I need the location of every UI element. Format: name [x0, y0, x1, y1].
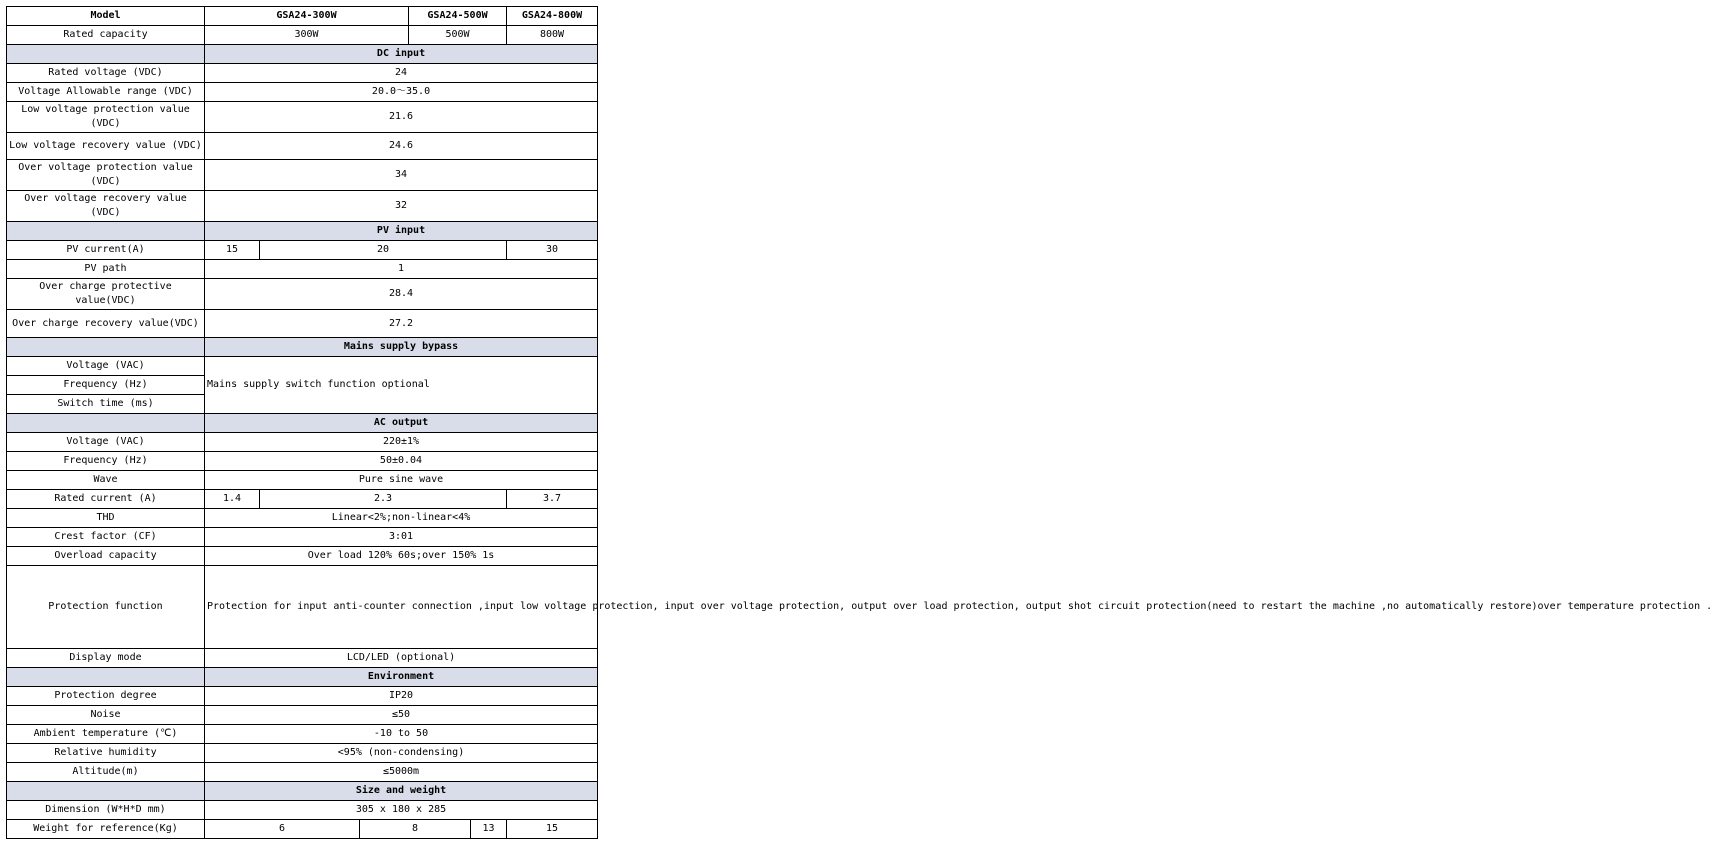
- spec-label: Low voltage recovery value (VDC): [7, 133, 205, 160]
- section-title: PV input: [205, 222, 598, 241]
- spec-table: [6, 6, 1712, 839]
- spec-label: Protection function: [7, 566, 205, 649]
- spec-label: Wave: [7, 471, 205, 490]
- spec-value: 15: [205, 241, 260, 260]
- spec-label: Dimension (W*H*D mm): [7, 801, 205, 820]
- spec-row: [7, 160, 598, 191]
- spec-label: Voltage Allowable range (VDC): [7, 83, 205, 102]
- section-title: Environment: [205, 668, 598, 687]
- spec-row: [7, 566, 598, 649]
- section-mains-bypass: [7, 338, 598, 357]
- spec-row: [7, 471, 598, 490]
- spec-label: PV path: [7, 260, 205, 279]
- spec-value: 1.4: [205, 490, 260, 509]
- spec-value: 32: [205, 191, 598, 222]
- section-pv-input: [7, 222, 598, 241]
- spec-value: <95% (non-condensing): [205, 744, 598, 763]
- spec-row: [7, 279, 598, 310]
- spec-value: Mains supply switch function optional: [205, 357, 598, 414]
- capacity-row: [7, 26, 598, 45]
- spec-label: Switch time (ms): [7, 395, 205, 414]
- spec-label: Relative humidity: [7, 744, 205, 763]
- model-name: GSA24-300W: [205, 7, 409, 26]
- spec-row: [7, 433, 598, 452]
- spec-value: Pure sine wave: [205, 471, 598, 490]
- spec-value: ≤50: [205, 706, 598, 725]
- spec-row: [7, 83, 598, 102]
- section-dc-input: [7, 45, 598, 64]
- section-size-weight: [7, 782, 598, 801]
- spec-label: Frequency (Hz): [7, 452, 205, 471]
- spec-value: 3.7: [507, 490, 598, 509]
- spec-value: IP20: [205, 687, 598, 706]
- spec-value: LCD/LED (optional): [205, 649, 598, 668]
- spec-row: [7, 102, 598, 133]
- spec-value: 24.6: [205, 133, 598, 160]
- spec-value: 28.4: [205, 279, 598, 310]
- spec-row: [7, 763, 598, 782]
- spec-value: 15: [507, 820, 598, 839]
- capacity-label: Rated capacity: [7, 26, 205, 45]
- spec-label: Low voltage protection value (VDC): [7, 102, 205, 133]
- spec-label: Ambient temperature (℃): [7, 725, 205, 744]
- spec-label: Rated voltage (VDC): [7, 64, 205, 83]
- spec-value: 50±0.04: [205, 452, 598, 471]
- spec-value: 34: [205, 160, 598, 191]
- spec-label: Weight for reference(Kg): [7, 820, 205, 839]
- spec-value: 2.3: [260, 490, 507, 509]
- section-title: DC input: [205, 45, 598, 64]
- section-environment: [7, 668, 598, 687]
- spec-row: [7, 820, 598, 839]
- model-name: GSA24-800W: [507, 7, 598, 26]
- spec-label: Rated current (A): [7, 490, 205, 509]
- spec-row: [7, 706, 598, 725]
- spec-row: [7, 744, 598, 763]
- spec-label: Overload capacity: [7, 547, 205, 566]
- spec-row: [7, 547, 598, 566]
- spec-label: Display mode: [7, 649, 205, 668]
- spec-row: [7, 801, 598, 820]
- model-label: Model: [7, 7, 205, 26]
- spec-label: Protection degree: [7, 687, 205, 706]
- spec-value: 20.0～35.0: [205, 83, 598, 102]
- spec-row: [7, 725, 598, 744]
- model-row: [7, 7, 598, 26]
- spec-value: Over load 120% 60s;over 150% 1s: [205, 547, 598, 566]
- spec-value: 27.2: [205, 310, 598, 338]
- spec-row: [7, 452, 598, 471]
- spec-row: [7, 310, 598, 338]
- spec-label: Frequency (Hz): [7, 376, 205, 395]
- spec-row: [7, 528, 598, 547]
- spec-value: 24: [205, 64, 598, 83]
- section-title: Mains supply bypass: [205, 338, 598, 357]
- spec-row: [7, 357, 598, 376]
- spec-label: Altitude(m): [7, 763, 205, 782]
- spec-label: Over charge recovery value(VDC): [7, 310, 205, 338]
- spec-label: Over voltage recovery value (VDC): [7, 191, 205, 222]
- spec-row: [7, 649, 598, 668]
- spec-row: [7, 191, 598, 222]
- spec-row: [7, 133, 598, 160]
- section-ac-output: [7, 414, 598, 433]
- capacity-value: 800W: [507, 26, 598, 45]
- spec-value: 8: [360, 820, 471, 839]
- spec-row: [7, 490, 598, 509]
- spec-label: Noise: [7, 706, 205, 725]
- spec-value: 30: [507, 241, 598, 260]
- spec-value: 13: [471, 820, 507, 839]
- spec-row: [7, 64, 598, 83]
- spec-value: 1: [205, 260, 598, 279]
- spec-value: 220±1%: [205, 433, 598, 452]
- spec-label: Over voltage protection value (VDC): [7, 160, 205, 191]
- spec-label: Voltage (VAC): [7, 357, 205, 376]
- spec-value: ≤5000m: [205, 763, 598, 782]
- model-name: GSA24-500W: [409, 7, 507, 26]
- spec-value: 21.6: [205, 102, 598, 133]
- spec-row: [7, 687, 598, 706]
- spec-label: Voltage (VAC): [7, 433, 205, 452]
- spec-value: Protection for input anti-counter connection ,input low voltage protection, input over voltage protection, output over load protection, output shot circuit protection(need to restart the machine ,no automatically restore)over temperature protection .: [205, 566, 598, 649]
- spec-value: Linear<2%;non-linear<4%: [205, 509, 598, 528]
- section-title: Size and weight: [205, 782, 598, 801]
- spec-label: Over charge protective value(VDC): [7, 279, 205, 310]
- section-title: AC output: [205, 414, 598, 433]
- spec-label: PV current(A): [7, 241, 205, 260]
- capacity-value: 300W: [205, 26, 409, 45]
- spec-value: 305 x 180 x 285: [205, 801, 598, 820]
- spec-value: 3:01: [205, 528, 598, 547]
- capacity-value: 500W: [409, 26, 507, 45]
- spec-label: THD: [7, 509, 205, 528]
- spec-value: 6: [205, 820, 360, 839]
- spec-label: Crest factor (CF): [7, 528, 205, 547]
- spec-row: [7, 241, 598, 260]
- spec-row: [7, 509, 598, 528]
- spec-row: [7, 260, 598, 279]
- spec-value: 20: [260, 241, 507, 260]
- spec-value: -10 to 50: [205, 725, 598, 744]
